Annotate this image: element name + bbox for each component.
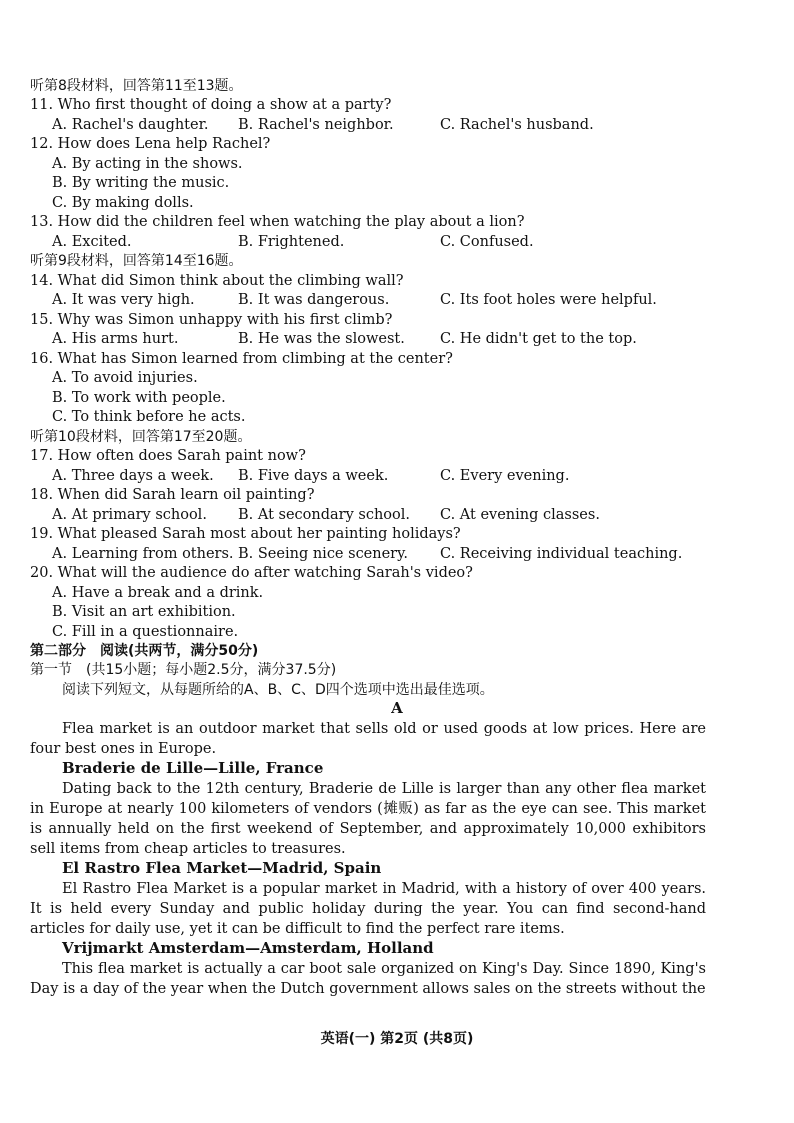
reading-instruction: 阅读下列短文，从每题所给的A、B、C、D四个选项中选出最佳选项。 <box>62 682 494 698</box>
paragraph-el-rastro <box>30 879 706 939</box>
q18-option-a: A. At primary school. <box>52 507 207 523</box>
q13-option-b: B. Frightened. <box>238 234 345 250</box>
section-10-instruction: 听第10段材料，回答第17至20题。 <box>30 429 252 445</box>
q16-option-b: B. To work with people. <box>52 390 226 406</box>
q12-option-a: A. By acting in the shows. <box>52 156 243 172</box>
q13-option-c: C. Confused. <box>440 234 534 250</box>
passage-label: A <box>391 699 403 717</box>
q17-option-b: B. Five days a week. <box>238 468 389 484</box>
q20-option-b: B. Visit an art exhibition. <box>52 604 236 620</box>
q17-option-a: A. Three days a week. <box>52 468 214 484</box>
paragraph-braderie-de-lille <box>30 779 706 859</box>
paragraph-vrijmarkt-text: This flea market is actually a car boot sale organized on King's Day. Since 1890, King's Day is a day of the year when the Dutch government allows sales on the streets without the <box>30 961 706 997</box>
q17-option-c: C. Every evening. <box>440 468 570 484</box>
q19-option-a: A. Learning from others. <box>52 546 234 562</box>
q15-option-c: C. He didn't get to the top. <box>440 331 637 347</box>
question-15: 15. Why was Simon unhappy with his first climb? <box>30 312 393 328</box>
question-11: 11. Who first thought of doing a show at a party? <box>30 97 392 113</box>
q20-option-a: A. Have a break and a drink. <box>52 585 264 601</box>
passage-intro-text: Flea market is an outdoor market that sells old or used goods at low prices. Here are four best ones in Europe. <box>30 721 706 757</box>
question-19: 19. What pleased Sarah most about her painting holidays? <box>30 526 461 542</box>
passage-intro <box>30 719 706 759</box>
question-16: 16. What has Simon learned from climbing at the center? <box>30 351 453 367</box>
question-17: 17. How often does Sarah paint now? <box>30 448 306 464</box>
q12-option-c: C. By making dolls. <box>52 195 194 211</box>
q11-option-c: C. Rachel's husband. <box>440 117 594 133</box>
paragraph-braderie-text: Dating back to the 12th century, Braderie de Lille is larger than any other flea market in Europe at nearly 100 kilometers of vendors (摊贩) as far as the eye can see. This market is annually held on the first weekend of September, and approximately 10,000 exhibitors sell items from cheap articles to treasures. <box>30 781 706 857</box>
heading-vrijmarkt-amsterdam: Vrijmarkt Amsterdam—Amsterdam, Holland <box>62 939 434 957</box>
question-12: 12. How does Lena help Rachel? <box>30 136 271 152</box>
q14-option-c: C. Its foot holes were helpful. <box>440 292 657 308</box>
q14-option-a: A. It was very high. <box>52 292 195 308</box>
q19-option-b: B. Seeing nice scenery. <box>238 546 408 562</box>
heading-el-rastro: El Rastro Flea Market—Madrid, Spain <box>62 859 382 877</box>
page-footer: 英语(一) 第2页 (共8页) <box>320 1031 474 1047</box>
q19-option-c: C. Receiving individual teaching. <box>440 546 683 562</box>
q16-option-a: A. To avoid injuries. <box>52 370 198 386</box>
q12-option-b: B. By writing the music. <box>52 175 230 191</box>
part-two-heading: 第二部分 阅读(共两节，满分50分) <box>30 643 259 659</box>
q18-option-c: C. At evening classes. <box>440 507 600 523</box>
q11-option-b: B. Rachel's neighbor. <box>238 117 394 133</box>
q18-option-b: B. At secondary school. <box>238 507 411 523</box>
question-13: 13. How did the children feel when watching the play about a lion? <box>30 214 525 230</box>
q14-option-b: B. It was dangerous. <box>238 292 390 308</box>
q15-option-b: B. He was the slowest. <box>238 331 405 347</box>
paragraph-el-rastro-text: El Rastro Flea Market is a popular market in Madrid, with a history of over 400 years. It is held every Sunday and public holiday during the year. You can find second-hand articles for daily use, yet it can be difficult to find the perfect rare items. <box>30 881 706 937</box>
question-18: 18. When did Sarah learn oil painting? <box>30 487 315 503</box>
question-20: 20. What will the audience do after watching Sarah's video? <box>30 565 473 581</box>
q13-option-a: A. Excited. <box>52 234 132 250</box>
paragraph-vrijmarkt <box>30 959 706 999</box>
section-9-instruction: 听第9段材料，回答第14至16题。 <box>30 253 243 269</box>
q20-option-c: C. Fill in a questionnaire. <box>52 624 239 640</box>
q15-option-a: A. His arms hurt. <box>52 331 179 347</box>
heading-braderie-de-lille: Braderie de Lille—Lille, France <box>62 759 324 777</box>
section-one-heading: 第一节 (共15小题；每小题2.5分，满分37.5分) <box>30 662 337 678</box>
question-14: 14. What did Simon think about the climbing wall? <box>30 273 404 289</box>
q16-option-c: C. To think before he acts. <box>52 409 246 425</box>
q11-option-a: A. Rachel's daughter. <box>52 117 209 133</box>
section-8-instruction: 听第8段材料，回答第11至13题。 <box>30 78 243 94</box>
